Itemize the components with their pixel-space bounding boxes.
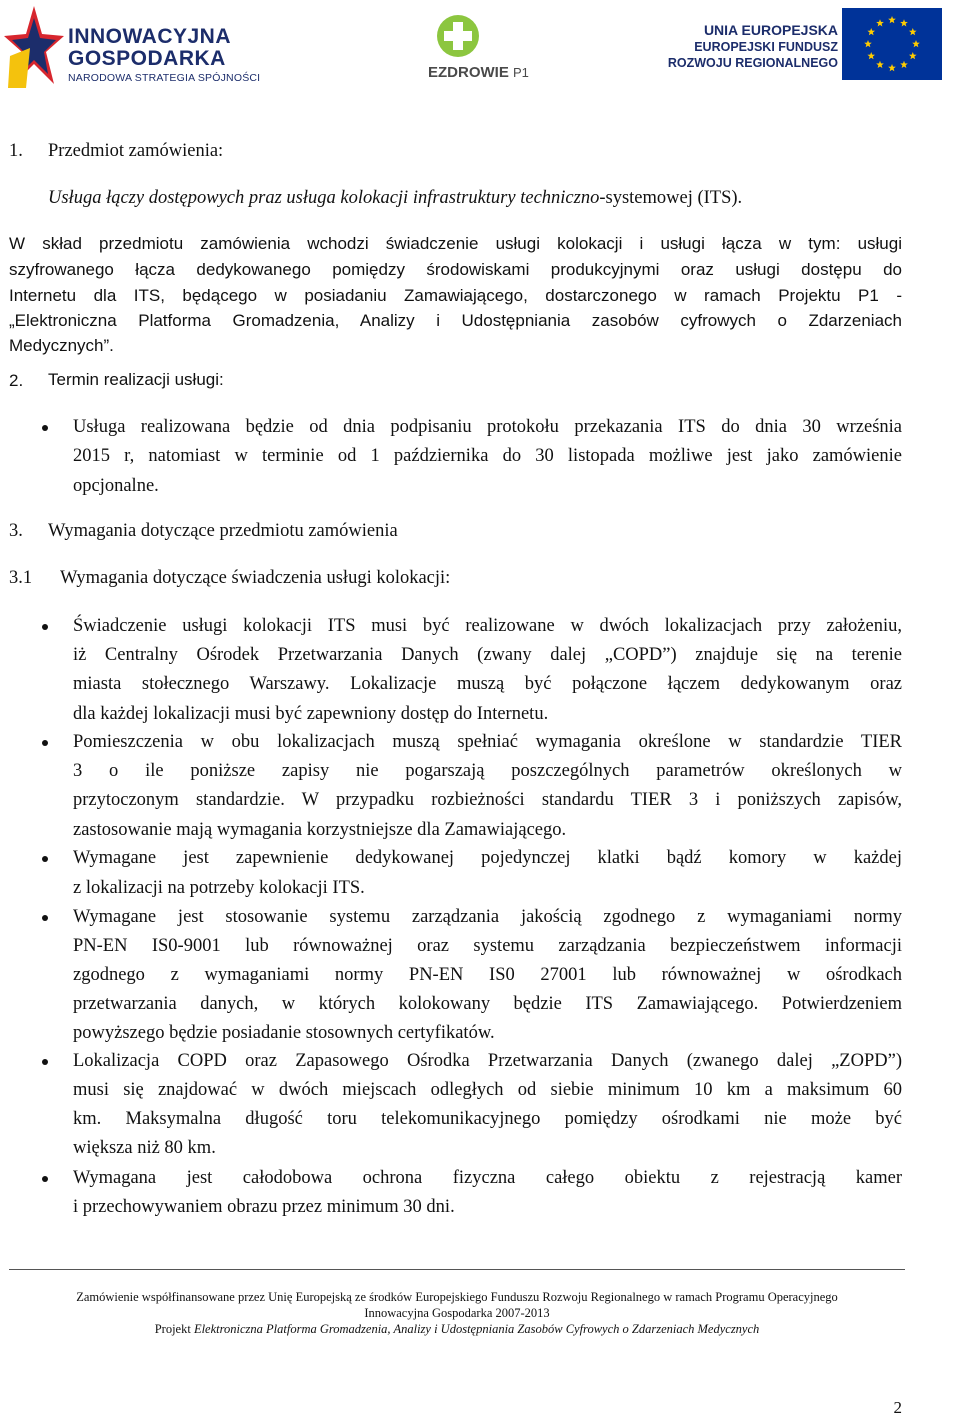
logo-ue-line3: ROZWOJU REGIONALNEGO	[667, 56, 838, 70]
section-1-subtitle	[48, 185, 742, 211]
innowacyjna-gospodarka-logo	[4, 4, 266, 90]
section-2-number: 2.	[9, 371, 24, 390]
footer-line2: Innowacyjna Gospodarka 2007-2013	[364, 1306, 550, 1320]
s2-line: opcjonalne.	[73, 476, 159, 496]
logo-ig-line1: INNOWACYJNA	[68, 25, 232, 48]
section-31-title: Wymagania dotyczące świadczenia usługi kolokacji:	[60, 568, 451, 588]
footer-line1: Zamówienie współfinansowane przez Unię Europejską ze środków Europejskiego Funduszu Rozwoju Regionalnego w ramach Programu Operacyjnego	[76, 1290, 838, 1304]
para-line: Internetu dla ITS, będącego w posiadaniu Zamawiającego, dostarczonego w ramach Projektu P1 -	[9, 286, 902, 305]
eu-flag-icon	[842, 8, 942, 80]
b1-line: miasta stołecznego Warszawy. Lokalizacje muszą być połączone łączem dedykowanym oraz	[73, 674, 902, 694]
section-3-number: 3.	[9, 521, 23, 541]
b1-line: Świadczenie usługi kolokacji ITS musi być realizowane w dwóch lokalizacjach przy założeniu,	[73, 616, 902, 636]
star-icon	[4, 4, 66, 90]
s2-line: 2015 r, natomiast w terminie od 1 października do 30 listopada możliwe jest jako zamówienie	[73, 446, 902, 466]
bullet-icon	[42, 1176, 48, 1182]
section-2-title: Termin realizacji usługi:	[48, 370, 224, 389]
logo-ue-line1: UNIA EUROPEJSKA	[703, 22, 838, 38]
ezdrowie-name: EZDROWIE	[428, 64, 509, 81]
ezdrowie-text	[428, 64, 529, 81]
b6-line: Wymagana jest całodobowa ochrona fizyczna całego obiektu z rejestracją kamer	[73, 1168, 902, 1188]
logo-ig-line3: NARODOWA STRATEGIA SPÓJNOŚCI	[68, 72, 261, 84]
footer-line3-italic: Elektroniczna Platforma Gromadzenia, Analizy i Udostępniania Zasobów Cyfrowych o Zdarzeniach Medycznych	[193, 1322, 760, 1336]
b6-line: i przechowywaniem obrazu przez minimum 30 dni.	[73, 1197, 455, 1217]
para-line: W skład przedmiotu zamówienia wchodzi świadczenie usługi kolokacji i usługi łącza w tym: usługi	[9, 234, 902, 253]
bullet-icon	[42, 856, 48, 862]
footer-line3-prefix: Projekt	[154, 1322, 194, 1336]
section-31-number: 3.1	[9, 568, 33, 588]
page-number: 2	[893, 1398, 902, 1417]
b3-line: z lokalizacji na potrzeby kolokacji ITS.	[73, 878, 365, 898]
para-line: szyfrowanego łącza dedykowanego pomiędzy środowiskami produkcyjnymi oraz usługi dostępu do	[9, 260, 902, 279]
b2-line: Pomieszczenia w obu lokalizacjach muszą spełniać wymagania określone w standardzie TIER	[73, 732, 902, 752]
b5-line: musi się znajdować w dwóch miejscach odległych od siebie minimum 10 km a maksimum 60	[73, 1080, 902, 1100]
b4-line: powyższego będzie posiadanie stosownych certyfikatów.	[73, 1023, 495, 1043]
b3-line: Wymagane jest zapewnienie dedykowanej pojedynczej klatki bądź komory w każdej	[73, 848, 902, 868]
subtitle-italic: Usługa łączy dostępowych praz usługa kolokacji infrastruktury techniczno-	[48, 188, 606, 208]
bullet-icon	[42, 1059, 48, 1065]
b4-line: Wymagane jest stosowanie systemu zarządzania jakością zgodnego z wymaganiami normy	[73, 907, 902, 927]
footer-divider	[9, 1269, 905, 1270]
section-3-title: Wymagania dotyczące przedmiotu zamówienia	[48, 521, 398, 541]
ezdrowie-suffix: P1	[513, 65, 529, 80]
b1-line: dla każdej lokalizacji musi być zapewniony dostęp do Internetu.	[73, 704, 549, 724]
b2-line: przytoczonym standardzie. W przypadku rozbieżności standardu TIER 3 i poniższych zapisów,	[73, 790, 902, 810]
para-line: „Elektroniczna Platforma Gromadzenia, Analizy i Udostępniania zasobów cyfrowych o Zdarzeniach	[9, 311, 902, 330]
logo-ue-line2: EUROPEJSKI FUNDUSZ	[694, 40, 838, 54]
ezdrowie-logo	[426, 14, 536, 84]
section-1-title: Przedmiot zamówienia:	[48, 141, 224, 161]
subtitle-rest: systemowej (ITS).	[605, 188, 743, 208]
b4-line: zgodnego z wymaganiami normy PN-EN IS0 27001 lub równoważnej w ośrodkach	[73, 965, 902, 985]
b5-line: większa niż 80 km.	[73, 1138, 216, 1158]
b4-line: PN-EN IS0-9001 lub równoważnej oraz systemu zarządzania bezpieczeństwem informacji	[73, 936, 902, 956]
section-1-number: 1.	[9, 141, 23, 161]
bullet-icon	[42, 740, 48, 746]
logo-ig-line2: GOSPODARKA	[68, 47, 226, 70]
bullet-icon	[42, 624, 48, 630]
eu-logo	[667, 0, 956, 92]
cross-icon	[436, 14, 480, 58]
bullet-icon	[42, 425, 48, 431]
b5-line: km. Maksymalna długość toru telekomunikacyjnego pomiędzy ośrodkami nie może być	[73, 1109, 902, 1129]
s2-line: Usługa realizowana będzie od dnia podpisaniu protokołu przekazania ITS do dnia 30 września	[73, 417, 902, 437]
bullet-icon	[42, 915, 48, 921]
b2-line: zastosowanie mają wymagania korzystniejsze dla Zamawiającego.	[73, 820, 567, 840]
footer-line3	[9, 1321, 905, 1337]
b4-line: przetwarzania danych, w których kolokowany będzie ITS Zamawiającego. Potwierdzeniem	[73, 994, 902, 1014]
b2-line: 3 o ile poniższe zapisy nie pogarszają poszczególnych parametrów określonych w	[73, 761, 902, 781]
para-line: Medycznych”.	[9, 336, 114, 355]
b5-line: Lokalizacja COPD oraz Zapasowego Ośrodka Przetwarzania Danych (zwanego dalej „ZOPD”)	[73, 1051, 902, 1071]
b1-line: iż Centralny Ośrodek Przetwarzania Danych (zwany dalej „COPD”) znajduje się na terenie	[73, 645, 902, 665]
